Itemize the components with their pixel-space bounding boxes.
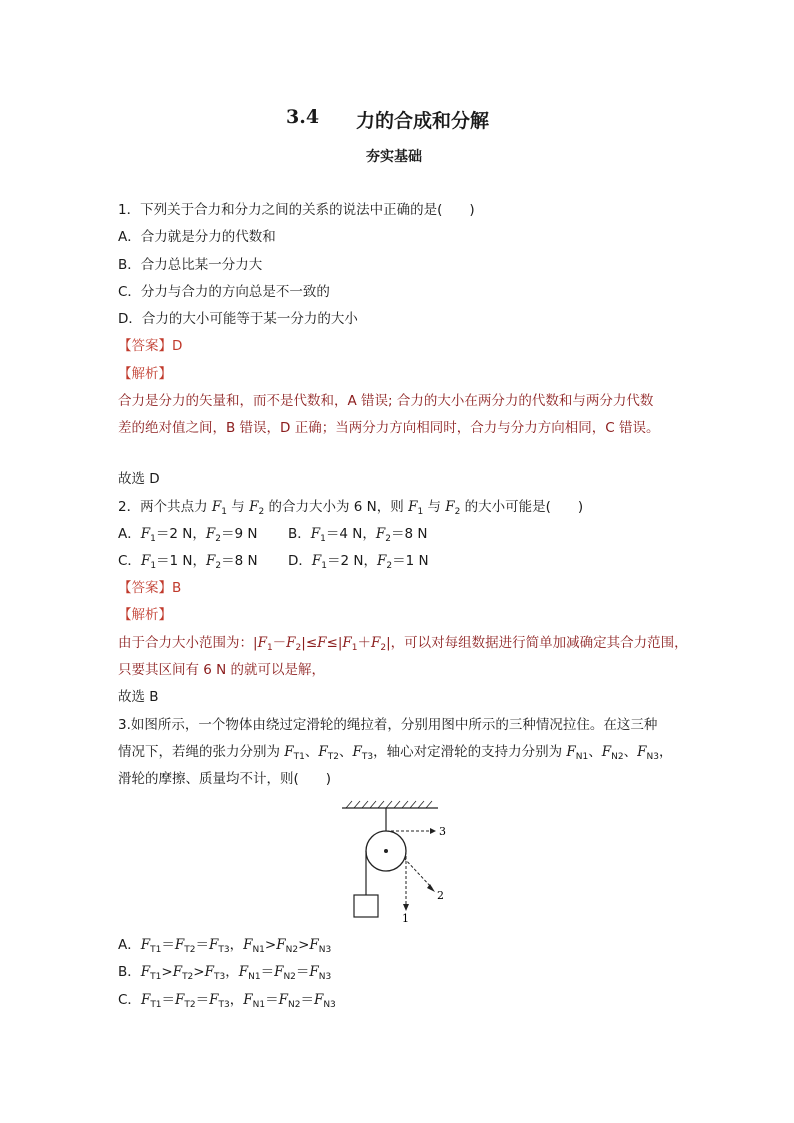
pulley-axle	[384, 849, 388, 853]
q2-analysis-label: 【解析】	[118, 607, 172, 623]
q2-option-c: C．$F_1=1$ N，$F_2=8$ N	[118, 553, 258, 571]
arrow-1	[403, 904, 409, 911]
pulley-figure	[338, 798, 456, 926]
q1-stem: 1．下列关于合力和分力之间的关系的说法中正确的是( )	[118, 202, 475, 218]
q1-option-c: C．分力与合力的方向总是不一致的	[118, 284, 330, 300]
q3-stem-line3: 滑轮的摩擦、质量均不计，则( )	[118, 771, 332, 787]
hanging-block	[354, 895, 378, 917]
section-number: 3.4	[286, 106, 320, 128]
q3-option-b: B．$F_{T1}>F_{T2}>F_{T3}$，$F_{N1}=F_{N2}=F_{N3}$	[118, 964, 332, 982]
q2-answer: 【答案】B	[118, 580, 182, 596]
q1-conclusion: 故选 D	[118, 471, 160, 487]
q2-option-b: B．$F_1=4$ N，$F_2=8$ N	[288, 526, 428, 544]
q3-option-c: C．$F_{T1}=F_{T2}=F_{T3}$，$F_{N1}=F_{N2}=F_{N3}$	[118, 992, 336, 1010]
q3-option-a: A．$F_{T1}=F_{T2}=F_{T3}$，$F_{N1}>F_{N2}>F_{N3}$	[118, 937, 332, 955]
q2-stem: 2．两个共点力 $F_1$ 与 $F_2$ 的合力大小为 6 N，则 $F_1$ 与 $F_2$ 的大小可能是( )	[118, 499, 584, 517]
q1-analysis-label: 【解析】	[118, 366, 172, 382]
q1-option-d: D．合力的大小可能等于某一分力的大小	[118, 311, 358, 327]
q2-analysis-line1: 由于合力大小范围为：$|F_1-F_2|\le F\le|F_1+F_2|$，可以对每组数据进行简单加减确定其合力范围，	[118, 635, 688, 653]
q1-analysis-line1: 合力是分力的矢量和，而不是代数和，A 错误; 合力的大小在两分力的代数和与两分力代数	[118, 393, 654, 409]
rope-direction-2	[404, 858, 432, 888]
q1-option-a: A．合力就是分力的代数和	[118, 229, 276, 245]
q2-analysis-line2: 只要其区间有 6 N 的就可以是解，	[118, 662, 326, 678]
q2-option-a: A．$F_1=2$ N，$F_2=9$ N	[118, 526, 258, 544]
q3-stem-line2: 情况下，若绳的张力分别为 $F_{T1}$、$F_{T2}$、$F_{T3}$，轴心对定滑轮的支持力分别为 $F_{N1}$、$F_{N2}$、$F_{N3}$，	[118, 744, 673, 762]
page-subtitle: 夯实基础	[366, 149, 422, 165]
label-1: 1	[402, 912, 409, 925]
q1-answer: 【答案】D	[118, 338, 183, 354]
section-title: 力的合成和分解	[356, 110, 490, 132]
q1-analysis-line2: 差的绝对值之间，B 错误，D 正确；当两分力方向相同时，合力与分力方向相同，C 错误。	[118, 420, 660, 436]
ceiling-hatching	[342, 801, 438, 808]
label-3: 3	[439, 825, 446, 838]
q1-option-b: B．合力总比某一分力大	[118, 257, 263, 273]
arrow-2	[427, 884, 435, 892]
q2-conclusion: 故选 B	[118, 689, 159, 705]
q2-option-d: D．$F_1=2$ N，$F_2=1$ N	[288, 553, 429, 571]
label-2: 2	[437, 889, 444, 902]
q3-stem-line1: 3.如图所示，一个物体由绕过定滑轮的绳拉着，分别用图中所示的三种情况拉住。在这三种	[118, 717, 658, 733]
arrow-3	[430, 828, 436, 834]
